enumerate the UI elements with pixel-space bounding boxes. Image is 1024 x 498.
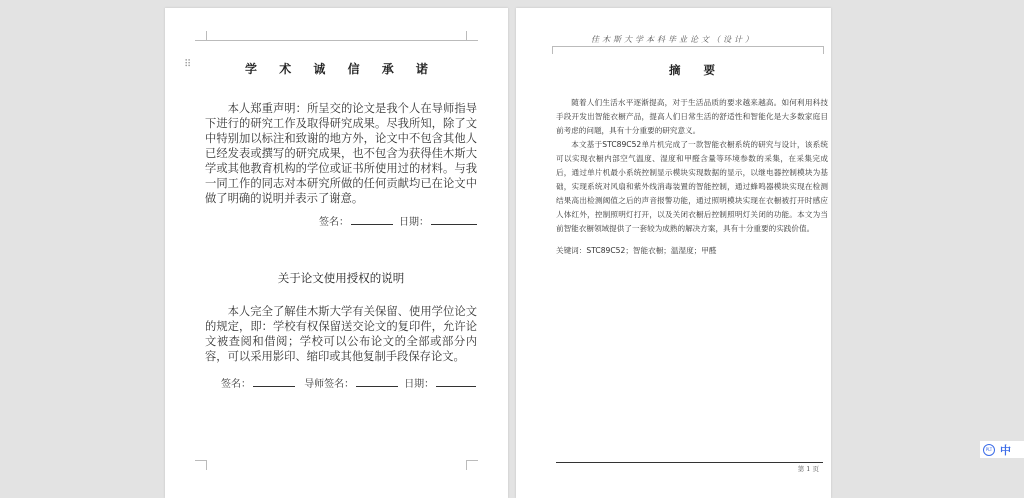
signature-line-2: 签名： 导师签名： 日期： bbox=[205, 378, 477, 392]
keywords: 关键词：STC89C52；智能衣橱；温湿度；甲醛 bbox=[556, 246, 717, 255]
page-number: 第 1 页 bbox=[797, 465, 819, 473]
ime-logo-icon[interactable]: PLT bbox=[983, 444, 995, 456]
signature-line: 签名： 日期： bbox=[319, 216, 477, 230]
drag-handle-icon[interactable]: ⠿ bbox=[184, 59, 192, 70]
input-method-indicator[interactable] bbox=[980, 441, 1024, 458]
ime-mode[interactable]: 中 bbox=[1000, 443, 1011, 457]
section-title: 关于论文使用授权的说明 bbox=[277, 271, 405, 285]
abstract-title: 摘 要 bbox=[669, 63, 715, 77]
integrity-statement: 本人郑重声明：所呈交的论文是我个人在导师指导下进行的研究工作及取得研究成果。尽我所知，除了文中特别加以标注和致谢的地方外，论文中不包含其他人已经发表或撰写的研究成果，也不包含为获得佳木斯大学或其他教育机构的学位或证书所使用过的材料。与我一同工作的同志对本研究所做的任何贡献均已在论文中做了明确的说明并表示了谢意。 bbox=[205, 102, 477, 205]
authorization-text: 本人完全了解佳木斯大学有关保留、使用学位论文的规定，即：学校有权保留送交论文的复印件，允许论文被查阅和借阅；学校可以公布论文的全部或部分内容，可以采用影印、缩印或其他复制手段保存论文。 bbox=[205, 305, 477, 363]
page-1 bbox=[165, 8, 508, 498]
page-2 bbox=[516, 8, 831, 498]
abstract-paragraph-2: 本文基于STC89C52单片机完成了一款智能衣橱系统的研究与设计，该系统可以实现衣橱内部空气温度、湿度和甲醛含量等环境参数的采集，在采集完成后，通过单片机最小系统控制显示模块实现数据的显示，以继电器控制模块为基础，实现系统对风扇和紫外线消毒装置的智能控制，通过蜂鸣器模块实现在检测结果高出检测阈值之后的声音报警功能，通过照明模块实现在衣橱被打开时感应人体红外，控制照明灯打开，以及关闭衣橱后控制照明灯关闭的功能。本文为当前智能衣橱领域提供了一套较为成熟的解决方案，具有十分重要的实践价值。 bbox=[556, 140, 828, 233]
running-header: 佳木斯大学本科毕业论文（设计） bbox=[591, 35, 756, 44]
abstract-paragraph-1: 随着人们生活水平逐渐提高，对于生活品质的要求越来越高。如何利用科技手段开发出智能衣橱产品，提高人们日常生活的舒适性和智能化是大多数家庭目前考虑的问题，具有十分重要的研究意义。 bbox=[556, 98, 828, 135]
page-title: 学 术 诚 信 承 诺 bbox=[245, 62, 437, 76]
